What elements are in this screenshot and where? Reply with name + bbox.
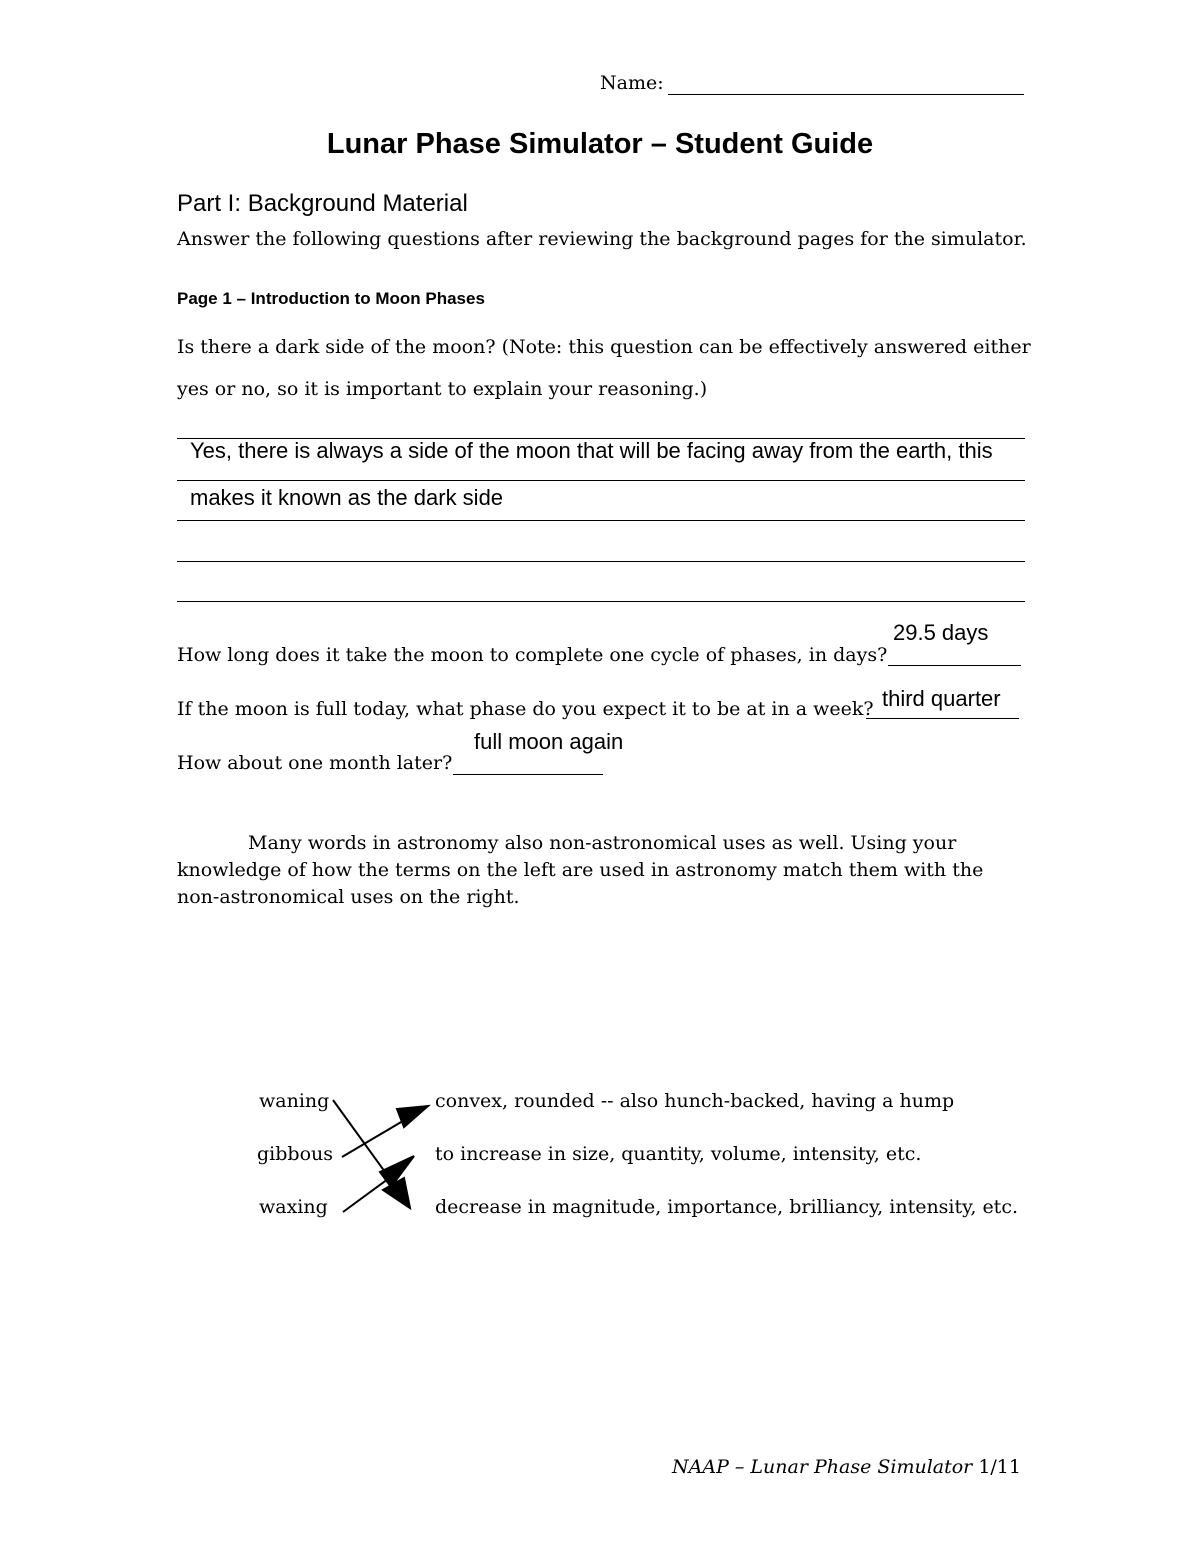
- question-1-line-1: Is there a dark side of the moon? (Note: this question can be effectively answered either: [177, 336, 1031, 358]
- footer-page-number: 1/11: [978, 1456, 1021, 1478]
- answer-1-text-line-2: makes it known as the dark side: [190, 485, 504, 510]
- question-3-text: If the moon is full today, what phase do you expect it to be at in a week?: [177, 698, 874, 720]
- answer-1-text-line-1: Yes, there is always a side of the moon that will be facing away from the earth, this: [190, 438, 993, 463]
- name-label: Name:: [600, 72, 664, 94]
- question-4-text: How about one month later?: [177, 752, 453, 774]
- term-waning: waning: [259, 1090, 330, 1112]
- term-waxing: waxing: [259, 1196, 328, 1218]
- answer-4-text: full moon again: [474, 729, 624, 754]
- answer-3-text: third quarter: [882, 686, 1001, 711]
- page-title: Lunar Phase Simulator – Student Guide: [326, 128, 874, 160]
- definition-decrease: decrease in magnitude, importance, brilliancy, intensity, etc.: [435, 1196, 1018, 1218]
- question-2-text: How long does it take the moon to complete one cycle of phases, in days?: [177, 644, 888, 666]
- page-footer: [672, 1456, 1021, 1478]
- footer-title: NAAP – Lunar Phase Simulator: [672, 1456, 973, 1478]
- definition-increase: to increase in size, quantity, volume, intensity, etc.: [435, 1143, 922, 1165]
- instructions-text: Answer the following questions after reviewing the background pages for the simulator.: [177, 228, 1027, 250]
- answer-2-text: 29.5 days: [893, 620, 989, 645]
- question-1-line-2: yes or no, so it is important to explain your reasoning.): [177, 378, 708, 400]
- term-gibbous: gibbous: [257, 1143, 333, 1165]
- matching-instructions: Many words in astronomy also non-astronomical uses as well. Using your knowledge of how the terms on the left are used in astronomy match them with the non-astronomical uses on the right.: [177, 832, 984, 908]
- part-heading: Part I: Background Material: [177, 190, 468, 217]
- page-heading: Page 1 – Introduction to Moon Phases: [177, 289, 485, 308]
- arrowhead-icon: [397, 1106, 428, 1127]
- definition-convex: convex, rounded -- also hunch-backed, having a hump: [435, 1090, 955, 1112]
